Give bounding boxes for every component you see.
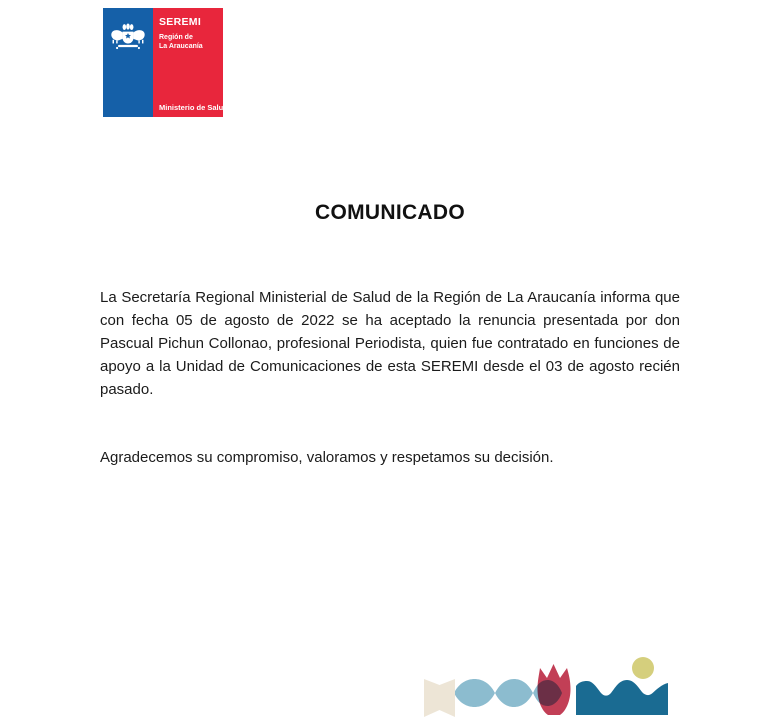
seed-chain-icon — [454, 679, 562, 707]
seremi-logo — [103, 8, 228, 117]
pennant-icon — [424, 679, 455, 717]
logo-region-line2: La Araucanía — [159, 42, 203, 50]
wave-icon — [576, 680, 668, 715]
document-body — [100, 286, 680, 469]
paragraph-resignation: La Secretaría Regional Ministerial de Salud de la Región de La Araucanía informa que con fecha 05 de agosto de 2022 se ha aceptado la renuncia presentada por don Pascual Pichun Collonao, profesional Periodista, quien fue contratado en funciones de apoyo a la Unidad de Comunicaciones de esta SEREMI desde el 03 de agosto recién pasado. — [100, 289, 680, 398]
page-title: COMUNICADO — [315, 201, 465, 224]
logo-region-line1: Región de — [159, 34, 193, 41]
footer-artwork — [420, 650, 675, 720]
logo-red-panel — [153, 8, 228, 117]
paragraph-thanks: Agradecemos su compromiso, valoramos y respetamos su decisión. — [100, 449, 554, 466]
logo-blue-panel — [103, 8, 153, 117]
logo-seremi-label: SEREMI — [159, 16, 202, 28]
sun-icon — [632, 657, 654, 679]
logo-ministry-label: Ministerio de Salud — [159, 103, 228, 112]
chile-coat-of-arms-icon — [108, 22, 148, 54]
